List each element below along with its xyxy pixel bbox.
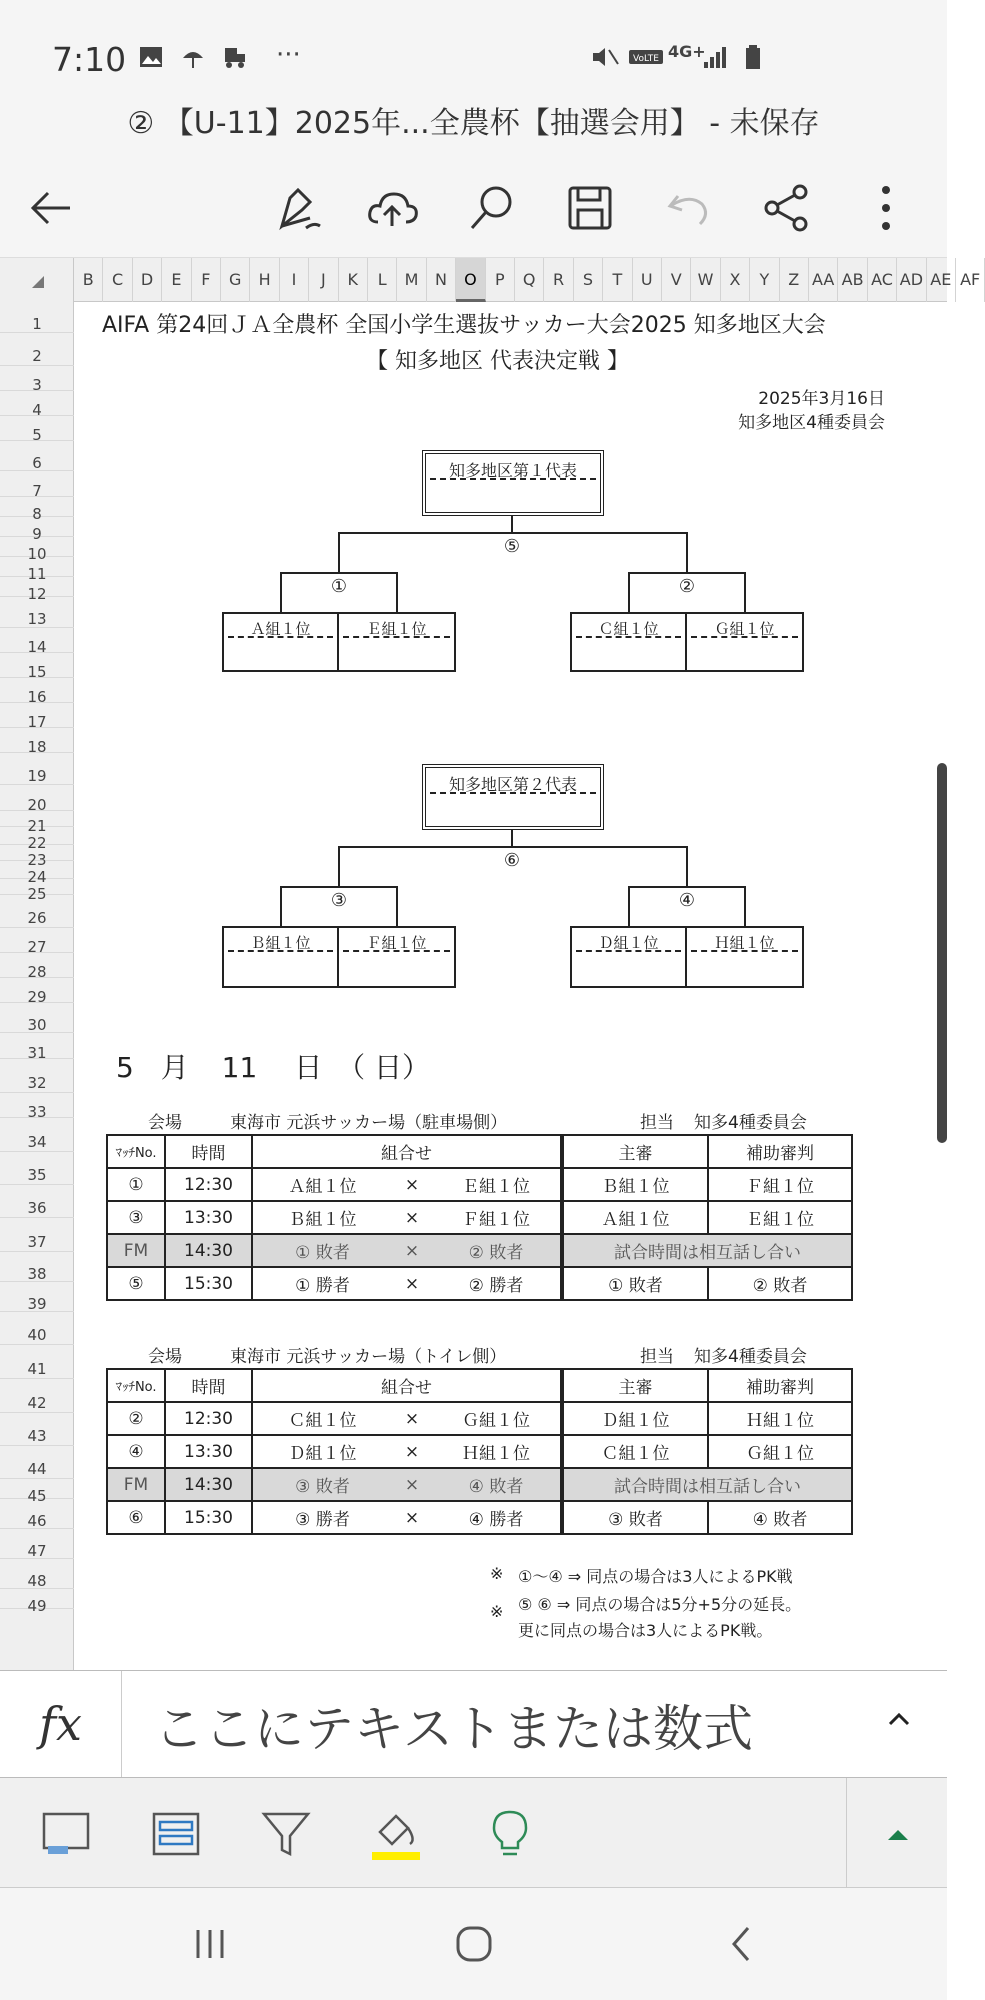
- column-header-l[interactable]: L: [368, 258, 397, 302]
- header-no: ﾏｯﾁNo.: [107, 1135, 165, 1168]
- top-toolbar: [0, 158, 947, 258]
- row-header-10[interactable]: 10: [0, 537, 74, 557]
- status-more: ···: [276, 40, 301, 70]
- column-header-y[interactable]: Y: [750, 258, 779, 302]
- team-pair-2: [570, 612, 804, 672]
- winner-label-2: 知多地区第２代表: [448, 775, 577, 794]
- row-header-39[interactable]: 39: [0, 1282, 74, 1312]
- row-header-37[interactable]: 37: [0, 1218, 74, 1252]
- header-matchup: 組合せ: [252, 1369, 562, 1402]
- column-header-ae[interactable]: AE: [927, 258, 956, 302]
- cell-note[interactable]: 試合時間は相互話し合い: [562, 1468, 852, 1501]
- team-label: Ｃ組１位: [598, 620, 659, 638]
- cell-team-a[interactable]: ③ 敗者: [252, 1468, 392, 1501]
- cell-assistant[interactable]: Ｆ組１位: [708, 1168, 852, 1201]
- bracket-line: [280, 572, 282, 614]
- row-header-1[interactable]: 1: [0, 302, 74, 333]
- bottom-toolbar: [0, 1778, 947, 1888]
- team-dash: [228, 636, 333, 638]
- signal-icon: [702, 44, 728, 70]
- bracket-line: [280, 572, 398, 574]
- venue1-charge-label: 担当: [640, 1113, 674, 1133]
- network-type: 4G+: [668, 42, 706, 61]
- bracket-line: [686, 846, 688, 888]
- note-mark-2: ※: [490, 1602, 504, 1621]
- bracket-line: [628, 572, 630, 614]
- column-header-ac[interactable]: AC: [868, 258, 897, 302]
- cell-referee[interactable]: ① 敗者: [562, 1267, 708, 1300]
- match-month: 5: [116, 1051, 134, 1084]
- row-header-29[interactable]: 29: [0, 978, 74, 1003]
- sheet-list-icon[interactable]: [148, 1806, 204, 1862]
- bracket-line: [686, 532, 688, 574]
- match-day: 11: [221, 1051, 258, 1084]
- row-header-42[interactable]: 42: [0, 1379, 74, 1413]
- row-header-25[interactable]: 25: [0, 879, 74, 895]
- chevron-up-icon[interactable]: [887, 1707, 911, 1731]
- freeze-panes-icon[interactable]: [38, 1806, 94, 1862]
- column-header-bar: [0, 258, 981, 302]
- header-referee: 主審: [562, 1369, 708, 1402]
- team-label: Ｅ組１位: [366, 620, 427, 638]
- bracket-line: [744, 886, 746, 928]
- final-number-2: ⑥: [503, 850, 521, 871]
- cell-vs[interactable]: ×: [392, 1201, 432, 1234]
- mute-icon: [590, 44, 620, 70]
- cell-team-b[interactable]: Ｆ組１位: [432, 1201, 562, 1234]
- winner-box-2[interactable]: [422, 764, 604, 830]
- android-nav-bar: [0, 1888, 947, 2000]
- header-assistant: 補助審判: [708, 1369, 852, 1402]
- row-header-38[interactable]: 38: [0, 1252, 74, 1282]
- note-2[interactable]: ⑤ ⑥ ⇒ 同点の場合は5分+5分の延長。: [518, 1595, 802, 1614]
- column-header-z[interactable]: Z: [780, 258, 809, 302]
- cell-team-a[interactable]: ① 勝者: [252, 1267, 392, 1300]
- row-header-9[interactable]: 9: [0, 517, 74, 537]
- header-time: 時間: [165, 1369, 252, 1402]
- note-3[interactable]: 更に同点の場合は3人によるPK戦。: [518, 1621, 773, 1640]
- table-row[interactable]: [107, 1267, 852, 1300]
- team-dash: [576, 636, 681, 638]
- sheet-date[interactable]: 2025年3月16日: [758, 389, 885, 409]
- fx-label[interactable]: fx: [0, 1671, 122, 1777]
- row-header-44[interactable]: 44: [0, 1446, 74, 1479]
- cell-assistant[interactable]: Ｅ組１位: [708, 1201, 852, 1234]
- row-header-28[interactable]: 28: [0, 953, 74, 978]
- sheet-organizer[interactable]: 知多地区4種委員会: [738, 413, 885, 433]
- team-label: Ｆ組１位: [366, 934, 427, 952]
- cell-time[interactable]: 13:30: [165, 1435, 252, 1468]
- match-number-3: ③: [330, 890, 348, 911]
- final-number-1: ⑤: [503, 536, 521, 557]
- match-number-4: ④: [678, 890, 696, 911]
- table-row[interactable]: [107, 1402, 852, 1435]
- row-header-45[interactable]: 45: [0, 1479, 74, 1499]
- back-arrow-icon[interactable]: [22, 178, 82, 238]
- cell-team-b[interactable]: Ｇ組１位: [432, 1402, 562, 1435]
- column-header-r[interactable]: R: [544, 258, 573, 302]
- venue1-label: 会場: [148, 1113, 182, 1133]
- venue2-label: 会場: [148, 1347, 182, 1367]
- bracket-line: [628, 886, 630, 928]
- column-header-f[interactable]: F: [192, 258, 221, 302]
- winner-box-1[interactable]: [422, 450, 604, 516]
- row-header-11[interactable]: 11: [0, 557, 74, 577]
- bracket-line: [280, 886, 282, 928]
- bracket-line: [628, 572, 746, 574]
- team-cell[interactable]: [339, 928, 454, 986]
- cell-vs[interactable]: ×: [392, 1501, 432, 1534]
- cell-no[interactable]: ①: [107, 1168, 165, 1201]
- battery-icon: [740, 44, 766, 70]
- row-header-36[interactable]: 36: [0, 1185, 74, 1218]
- column-header-x[interactable]: X: [721, 258, 750, 302]
- cell-time[interactable]: 14:30: [165, 1468, 252, 1501]
- cell-team-a[interactable]: Ｄ組１位: [252, 1435, 392, 1468]
- row-header-23[interactable]: 23: [0, 845, 74, 861]
- select-all-icon: [32, 276, 44, 288]
- volte-icon: [628, 44, 664, 70]
- row-header-17[interactable]: 17: [0, 703, 74, 728]
- header-time: 時間: [165, 1135, 252, 1168]
- row-header-41[interactable]: 41: [0, 1345, 74, 1379]
- more-icon[interactable]: [856, 178, 916, 238]
- gallery-icon: [138, 44, 164, 70]
- row-header-24[interactable]: 24: [0, 861, 74, 879]
- team-label: Ｄ組１位: [598, 934, 659, 952]
- team-label: Ａ組１位: [250, 620, 311, 638]
- column-header-e[interactable]: E: [162, 258, 191, 302]
- home-icon[interactable]: [454, 1924, 494, 1964]
- vertical-scrollbar[interactable]: [937, 763, 947, 1143]
- venue1-charge[interactable]: 知多4種委員会: [694, 1113, 807, 1133]
- header-matchup: 組合せ: [252, 1135, 562, 1168]
- document-title: ② 【U-11】2025年...全農杯【抽選会用】 - 未保存: [0, 98, 947, 158]
- table-row[interactable]: [107, 1168, 852, 1201]
- column-header-p[interactable]: P: [486, 258, 515, 302]
- row-header-31[interactable]: 31: [0, 1033, 74, 1059]
- column-header-c[interactable]: C: [103, 258, 132, 302]
- row-header-20[interactable]: 20: [0, 785, 74, 811]
- spreadsheet-grid[interactable]: [0, 258, 981, 1670]
- cell-team-a[interactable]: ① 敗者: [252, 1234, 392, 1267]
- delivery-icon: [222, 44, 248, 70]
- winner-dash-2: [430, 792, 596, 794]
- cell-assistant[interactable]: Ｇ組１位: [708, 1435, 852, 1468]
- row-header-49[interactable]: 49: [0, 1589, 74, 1609]
- match-weekday: （ 日）: [337, 1051, 431, 1084]
- expand-toolbar-icon[interactable]: [870, 1806, 926, 1862]
- cell-time[interactable]: 12:30: [165, 1402, 252, 1435]
- cell-vs[interactable]: ×: [392, 1168, 432, 1201]
- team-pair-3: [222, 926, 456, 988]
- recent-apps-icon[interactable]: [190, 1924, 230, 1964]
- cell-referee[interactable]: Ａ組１位: [562, 1201, 708, 1234]
- venue2-charge-label: 担当: [640, 1347, 674, 1367]
- team-cell[interactable]: [224, 928, 339, 986]
- column-header-o[interactable]: O: [456, 258, 485, 302]
- row-header-16[interactable]: 16: [0, 678, 74, 703]
- row-header-21[interactable]: 21: [0, 811, 74, 827]
- formula-bar: [0, 1670, 947, 1778]
- cell-time[interactable]: 13:30: [165, 1201, 252, 1234]
- cell-no[interactable]: ③: [107, 1201, 165, 1234]
- schedule-table-1: [106, 1134, 853, 1301]
- row-header-22[interactable]: 22: [0, 827, 74, 845]
- bracket-line: [338, 532, 688, 534]
- status-bar: [0, 0, 947, 110]
- team-cell[interactable]: [572, 928, 687, 986]
- row-header-32[interactable]: 32: [0, 1059, 74, 1093]
- bracket-line: [744, 572, 746, 614]
- venue1-name[interactable]: 東海市 元浜サッカー場（駐車場側）: [230, 1113, 508, 1133]
- select-all-corner[interactable]: [0, 258, 74, 302]
- winner-label-1: 知多地区第１代表: [448, 461, 577, 480]
- cell-time[interactable]: 15:30: [165, 1501, 252, 1534]
- cell-team-b[interactable]: ④ 敗者: [432, 1468, 562, 1501]
- team-dash: [691, 636, 798, 638]
- column-header-v[interactable]: V: [662, 258, 691, 302]
- team-cell[interactable]: [687, 928, 802, 986]
- team-dash: [691, 950, 798, 952]
- team-dash: [343, 950, 450, 952]
- bracket-line: [628, 886, 746, 888]
- svg-text:VoLTE: VoLTE: [633, 54, 659, 64]
- cell-assistant[interactable]: ② 敗者: [708, 1267, 852, 1300]
- table-row-fm[interactable]: [107, 1234, 852, 1267]
- bracket-line: [280, 886, 398, 888]
- toolbar-divider: [846, 1778, 847, 1888]
- column-header-m[interactable]: M: [397, 258, 426, 302]
- match-day-label: 日: [294, 1051, 323, 1084]
- cell-no[interactable]: ⑤: [107, 1267, 165, 1300]
- row-header-27[interactable]: 27: [0, 928, 74, 953]
- fill-color-icon[interactable]: [368, 1806, 424, 1862]
- bracket-line: [338, 532, 340, 574]
- venue2-charge[interactable]: 知多4種委員会: [694, 1347, 807, 1367]
- team-pair-4: [570, 926, 804, 988]
- cell-team-a[interactable]: ③ 勝者: [252, 1501, 392, 1534]
- team-pair-1: [222, 612, 456, 672]
- column-header-j[interactable]: J: [309, 258, 338, 302]
- cell-note[interactable]: 試合時間は相互話し合い: [562, 1234, 852, 1267]
- note-mark-1: ※: [490, 1564, 504, 1583]
- venue2-name[interactable]: 東海市 元浜サッカー場（トイレ側）: [230, 1347, 507, 1367]
- cell-referee[interactable]: Ｄ組１位: [562, 1402, 708, 1435]
- cell-team-b[interactable]: ④ 勝者: [432, 1501, 562, 1534]
- row-header-35[interactable]: 35: [0, 1152, 74, 1185]
- column-header-i[interactable]: I: [280, 258, 309, 302]
- team-label: Ｈ組１位: [714, 934, 775, 952]
- save-icon[interactable]: [560, 178, 620, 238]
- cell-team-b[interactable]: ② 敗者: [432, 1234, 562, 1267]
- row-header-43[interactable]: 43: [0, 1413, 74, 1446]
- row-header-33[interactable]: 33: [0, 1093, 74, 1118]
- sheet-title[interactable]: AIFA 第24回ＪＡ全農杯 全国小学生選抜サッカー大会2025 知多地区大会: [102, 313, 826, 338]
- team-dash: [576, 950, 681, 952]
- bracket-line: [338, 846, 688, 848]
- cell-team-b[interactable]: ② 勝者: [432, 1267, 562, 1300]
- cell-team-a[interactable]: Ｃ組１位: [252, 1402, 392, 1435]
- column-header-d[interactable]: D: [133, 258, 162, 302]
- row-header-8[interactable]: 8: [0, 497, 74, 517]
- filter-icon[interactable]: [258, 1806, 314, 1862]
- table-header-row: [107, 1369, 852, 1402]
- match-date[interactable]: [116, 1046, 430, 1086]
- sheet-subtitle[interactable]: 【 知多地区 代表決定戦 】: [366, 349, 629, 374]
- row-header-34[interactable]: 34: [0, 1118, 74, 1152]
- weather-icon: [180, 44, 206, 70]
- column-header-b[interactable]: B: [74, 258, 103, 302]
- cell-referee[interactable]: Ｃ組１位: [562, 1435, 708, 1468]
- share-icon[interactable]: [756, 178, 816, 238]
- header-referee: 主審: [562, 1135, 708, 1168]
- cell-team-a[interactable]: Ｂ組１位: [252, 1201, 392, 1234]
- row-header-5[interactable]: 5: [0, 416, 74, 441]
- column-header-af[interactable]: AF: [956, 258, 985, 302]
- row-header-14[interactable]: 14: [0, 628, 74, 653]
- cell-team-b[interactable]: Ｈ組１位: [432, 1435, 562, 1468]
- undo-icon[interactable]: [660, 178, 720, 238]
- cell-referee[interactable]: ③ 敗者: [562, 1501, 708, 1534]
- column-header-s[interactable]: S: [574, 258, 603, 302]
- team-cell[interactable]: [572, 614, 687, 670]
- column-header-w[interactable]: W: [691, 258, 720, 302]
- column-header-n[interactable]: N: [427, 258, 456, 302]
- team-dash: [228, 950, 333, 952]
- winner-dash-1: [430, 478, 596, 480]
- header-no: ﾏｯﾁNo.: [107, 1369, 165, 1402]
- cell-vs[interactable]: ×: [392, 1234, 432, 1267]
- cell-vs[interactable]: ×: [392, 1402, 432, 1435]
- status-time: 7:10: [52, 40, 127, 79]
- back-icon[interactable]: [722, 1924, 762, 1964]
- row-header-3[interactable]: 3: [0, 366, 74, 391]
- cell-vs[interactable]: ×: [392, 1267, 432, 1300]
- cell-team-b[interactable]: Ｅ組１位: [432, 1168, 562, 1201]
- row-header-15[interactable]: 15: [0, 653, 74, 678]
- row-header-12[interactable]: 12: [0, 577, 74, 597]
- match-month-label: 月: [160, 1051, 189, 1084]
- bracket-line: [396, 886, 398, 928]
- row-header-18[interactable]: 18: [0, 728, 74, 753]
- schedule-table-2: [106, 1368, 853, 1535]
- cell-time[interactable]: 15:30: [165, 1267, 252, 1300]
- cell-time[interactable]: 14:30: [165, 1234, 252, 1267]
- match-number-2: ②: [678, 576, 696, 597]
- row-header-6[interactable]: 6: [0, 441, 74, 471]
- column-header-aa[interactable]: AA: [809, 258, 838, 302]
- column-header-k[interactable]: K: [339, 258, 368, 302]
- table-row[interactable]: [107, 1435, 852, 1468]
- column-header-q[interactable]: Q: [515, 258, 544, 302]
- cell-no[interactable]: FM: [107, 1234, 165, 1267]
- row-header-48[interactable]: 48: [0, 1559, 74, 1589]
- team-cell[interactable]: [339, 614, 454, 670]
- cloud-upload-icon[interactable]: [362, 178, 422, 238]
- cell-no[interactable]: ④: [107, 1435, 165, 1468]
- cell-vs[interactable]: ×: [392, 1435, 432, 1468]
- team-dash: [343, 636, 450, 638]
- column-header-u[interactable]: U: [633, 258, 662, 302]
- table-header-row: [107, 1135, 852, 1168]
- table-row-fm[interactable]: [107, 1468, 852, 1501]
- search-icon[interactable]: [462, 178, 522, 238]
- match-number-1: ①: [330, 576, 348, 597]
- row-header-47[interactable]: 47: [0, 1529, 74, 1559]
- row-header-40[interactable]: 40: [0, 1312, 74, 1345]
- formula-input[interactable]: ここにテキストまたは数式: [154, 1700, 753, 1758]
- row-header-30[interactable]: 30: [0, 1003, 74, 1033]
- table-row[interactable]: [107, 1201, 852, 1234]
- cell-vs[interactable]: ×: [392, 1468, 432, 1501]
- row-header-4[interactable]: 4: [0, 391, 74, 416]
- row-header-13[interactable]: 13: [0, 597, 74, 628]
- note-1[interactable]: ①～④ ⇒ 同点の場合は3人によるPK戦: [518, 1567, 793, 1586]
- header-assistant: 補助審判: [708, 1135, 852, 1168]
- team-cell[interactable]: [224, 614, 339, 670]
- bracket-line: [338, 846, 340, 888]
- column-header-h[interactable]: H: [250, 258, 279, 302]
- cell-no[interactable]: ②: [107, 1402, 165, 1435]
- lightbulb-icon[interactable]: [482, 1806, 538, 1862]
- team-label: Ｂ組１位: [250, 934, 311, 952]
- column-header-g[interactable]: G: [221, 258, 250, 302]
- row-header-2[interactable]: 2: [0, 333, 74, 366]
- pen-icon[interactable]: [270, 178, 330, 238]
- cell-no[interactable]: ⑥: [107, 1501, 165, 1534]
- table-row[interactable]: [107, 1501, 852, 1534]
- team-label: Ｇ組１位: [714, 620, 775, 638]
- sheet-content: [74, 302, 947, 1672]
- cell-referee[interactable]: Ｂ組１位: [562, 1168, 708, 1201]
- row-header-bar: [0, 302, 74, 1672]
- column-header-ab[interactable]: AB: [838, 258, 867, 302]
- row-header-19[interactable]: 19: [0, 753, 74, 785]
- row-header-46[interactable]: 46: [0, 1499, 74, 1529]
- cell-team-a[interactable]: Ａ組１位: [252, 1168, 392, 1201]
- team-cell[interactable]: [687, 614, 802, 670]
- column-header-t[interactable]: T: [603, 258, 632, 302]
- column-header-ad[interactable]: AD: [897, 258, 926, 302]
- cell-time[interactable]: 12:30: [165, 1168, 252, 1201]
- row-header-7[interactable]: 7: [0, 471, 74, 497]
- bracket-line: [396, 572, 398, 614]
- cell-assistant[interactable]: ④ 敗者: [708, 1501, 852, 1534]
- row-header-26[interactable]: 26: [0, 895, 74, 928]
- cell-assistant[interactable]: Ｈ組１位: [708, 1402, 852, 1435]
- cell-no[interactable]: FM: [107, 1468, 165, 1501]
